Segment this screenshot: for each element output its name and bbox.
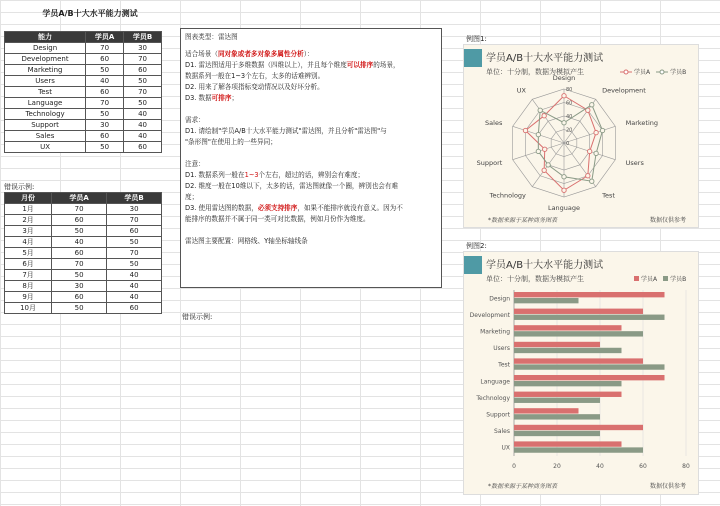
bar-chart-subtitle: 单位：十分制，数据为模拟产生 [486, 275, 584, 283]
bar [514, 331, 643, 336]
bar-tick-label: 0 [512, 463, 516, 470]
scene-item-1: D1. 雷达图适用于多维数据（四维以上），并且每个维度可以排序的场景， [185, 61, 400, 69]
bar-category-label: Technology [476, 394, 510, 402]
table-header-cell[interactable]: 学员B [107, 193, 162, 204]
radar-tick-label: 40 [566, 114, 573, 120]
table-row [5, 248, 162, 259]
radar-category-label: Test [602, 191, 615, 200]
table-cell[interactable]: 50 [124, 76, 162, 87]
radar-chart-title: 学员A/B十大水平能力测试 [486, 53, 604, 64]
table-cell[interactable]: 50 [107, 237, 162, 248]
scene-item-2: D2. 用来了解各项指标变动情况以及好坏分析。 [185, 83, 324, 91]
table-cell[interactable]: 70 [107, 248, 162, 259]
chart-type-line: 图表类型：雷达图 [185, 33, 238, 41]
bar [514, 348, 622, 353]
config-line: 雷达图主要配置：网格线、Y轴坐标轴线条 [185, 237, 308, 245]
bar-tick-label: 60 [639, 463, 647, 470]
table-cell[interactable]: Users [5, 76, 86, 87]
bar [514, 325, 622, 330]
table-cell[interactable]: 3月 [5, 226, 52, 237]
radar-point [546, 163, 550, 167]
table-cell[interactable]: 50 [86, 142, 124, 153]
bar-category-label: Test [498, 361, 510, 369]
radar-point [562, 188, 566, 192]
radar-chart-subtitle: 单位：十分制，数据为模拟产生 [486, 68, 584, 76]
radar-point [590, 179, 594, 183]
table-cell[interactable]: 7月 [5, 270, 52, 281]
table-cell[interactable]: 50 [86, 65, 124, 76]
table-cell[interactable]: Support [5, 120, 86, 131]
error-example-label: 错误示例: [4, 183, 35, 191]
table-header-cell[interactable]: 月份 [5, 193, 52, 204]
bar [514, 431, 600, 436]
example1-label: 例图1: [466, 35, 487, 43]
table-cell[interactable]: 60 [107, 303, 162, 314]
radar-category-label: Support [476, 159, 503, 168]
bar [514, 425, 643, 430]
table-cell[interactable]: 70 [52, 259, 107, 270]
bar-category-label: Language [480, 378, 510, 386]
radar-category-label: Sales [485, 118, 503, 127]
table-cell[interactable]: 60 [86, 131, 124, 142]
table-row [5, 292, 162, 303]
scene-line: 适合场景（同对象或者多对象多属性分析）： [185, 50, 314, 58]
table-cell[interactable]: 70 [124, 87, 162, 98]
table-cell[interactable]: 50 [107, 259, 162, 270]
table-header-cell[interactable]: 学员B [124, 32, 162, 43]
table-row [5, 131, 162, 142]
radar-point [586, 174, 590, 178]
table-cell[interactable]: 60 [124, 142, 162, 153]
radar-tick-label: 20 [566, 127, 573, 134]
table-cell[interactable]: 70 [124, 54, 162, 65]
bar-tick-label: 20 [553, 463, 561, 470]
table-cell[interactable]: 60 [86, 54, 124, 65]
notes-textbox[interactable] [180, 28, 442, 288]
bar-category-label: Support [486, 411, 510, 419]
bar [514, 398, 600, 403]
table-cell[interactable]: 60 [52, 292, 107, 303]
radar-point [542, 168, 546, 172]
radar-point [600, 128, 604, 132]
radar-point [543, 147, 547, 151]
bar [514, 298, 579, 303]
table-cell[interactable]: 60 [124, 65, 162, 76]
radar-category-label: Design [552, 75, 576, 83]
table-cell[interactable]: Development [5, 54, 86, 65]
table-cell[interactable]: 50 [52, 226, 107, 237]
bar-chart-panel[interactable] [463, 251, 699, 495]
radar-point [562, 94, 566, 98]
radar-point [562, 175, 566, 179]
wrong-example-label: 错误示例: [182, 313, 213, 321]
radar-point [542, 113, 546, 117]
month-table [4, 192, 162, 314]
table-row [5, 270, 162, 281]
radar-source-note: *数据来源于某种商务图表 [488, 217, 558, 224]
table-cell[interactable]: 40 [124, 120, 162, 131]
radar-point [536, 132, 540, 136]
table-cell[interactable]: 50 [52, 270, 107, 281]
radar-disclaimer: 数据仅供参考 [650, 217, 687, 224]
table-cell[interactable]: 1月 [5, 204, 52, 215]
scene-item-3: D3. 数据可排序； [185, 94, 239, 102]
bar [514, 309, 643, 314]
bar-category-label: UX [501, 444, 510, 452]
caution-item-3-cont: 能排序的数据并不属于同一类可对比数据，例如月份作为维度。 [185, 215, 370, 223]
table-cell[interactable]: Technology [5, 109, 86, 120]
table-cell[interactable]: Test [5, 87, 86, 98]
table-row [5, 303, 162, 314]
radar-chart-panel[interactable] [463, 44, 699, 228]
table-cell[interactable]: 60 [52, 215, 107, 226]
table-cell[interactable]: Language [5, 98, 86, 109]
requirement-item-1: D1. 请绘制"学员A/B十大水平能力测试"雷达图，并且分析"雷达图"与 [185, 127, 387, 135]
table-header-cell[interactable]: 学员A [86, 32, 124, 43]
caution-heading: 注意： [185, 160, 205, 168]
bar-category-label: Marketing [480, 328, 510, 336]
radar-category-label: Language [547, 203, 581, 212]
bar [514, 292, 665, 297]
table-cell[interactable]: 70 [86, 43, 124, 54]
bar-legend [634, 274, 686, 283]
bar [514, 392, 622, 397]
radar-tick-label: 60 [566, 100, 573, 107]
bar-disclaimer: 数据仅供参考 [650, 483, 687, 490]
bar [514, 358, 643, 363]
bar-category-label: Users [493, 345, 510, 353]
table-cell[interactable]: 70 [52, 204, 107, 215]
table-cell[interactable]: 6月 [5, 259, 52, 270]
bar-category-label: Sales [494, 428, 510, 436]
table-cell[interactable]: 70 [86, 98, 124, 109]
table-cell[interactable]: 30 [86, 120, 124, 131]
table-cell[interactable]: 40 [52, 237, 107, 248]
table-cell[interactable]: Design [5, 43, 86, 54]
bar-tick-label: 80 [682, 463, 690, 470]
bar-category-label: Development [469, 311, 510, 319]
table-row [5, 76, 162, 87]
table-row [5, 237, 162, 248]
table-header-cell[interactable]: 能力 [5, 32, 86, 43]
radar-point [562, 121, 566, 125]
table-row [5, 54, 162, 65]
scene-item-1-cont: 数据系列一般在1~3个左右，太多的话难辨别。 [185, 72, 325, 80]
table-cell[interactable]: 30 [52, 281, 107, 292]
table-cell[interactable]: 40 [124, 109, 162, 120]
table-cell[interactable]: 10月 [5, 303, 52, 314]
radar-point [523, 128, 527, 132]
legend-item-a: 学员A [634, 274, 657, 283]
table-cell[interactable]: 30 [107, 204, 162, 215]
chart-accent-block [464, 49, 482, 67]
bar [514, 441, 622, 446]
chart-accent-block [464, 256, 482, 274]
radar-category-label: Users [625, 159, 644, 168]
table-row [5, 215, 162, 226]
table-row [5, 259, 162, 270]
table-row [5, 98, 162, 109]
bar [514, 381, 622, 386]
table-cell[interactable]: 50 [124, 98, 162, 109]
radar-category-label: Marketing [625, 118, 659, 127]
radar-category-label: Development [602, 86, 646, 95]
table-cell[interactable]: 60 [52, 248, 107, 259]
caution-item-1: D1. 数据系列一般在1~3个左右，超过的话，辨别会有难度； [185, 171, 365, 179]
bar [514, 342, 600, 347]
bar-chart [464, 288, 700, 478]
table-row [5, 120, 162, 131]
table-row [5, 226, 162, 237]
radar-point [538, 108, 542, 112]
legend-item-b: 学员B [656, 67, 686, 76]
table-cell[interactable]: 9月 [5, 292, 52, 303]
table-cell[interactable]: Marketing [5, 65, 86, 76]
table-cell[interactable]: 30 [124, 43, 162, 54]
bar-tick-label: 40 [596, 463, 604, 470]
table-row [5, 65, 162, 76]
table-cell[interactable]: 40 [124, 131, 162, 142]
radar-point [594, 151, 598, 155]
bar-chart-title: 学员A/B十大水平能力测试 [486, 260, 604, 271]
legend-item-a: 学员A [620, 67, 650, 76]
table-cell[interactable]: 8月 [5, 281, 52, 292]
sheet-title: 学员A/B十大水平能力测试 [42, 9, 138, 18]
table-header-cell[interactable]: 学员A [52, 193, 107, 204]
bar [514, 364, 665, 369]
bar [514, 447, 643, 452]
radar-tick-label: 80 [566, 87, 573, 93]
table-row [5, 43, 162, 54]
bar [514, 414, 600, 419]
radar-category-label: Technology [489, 191, 526, 200]
table-row [5, 109, 162, 120]
radar-point [594, 130, 598, 134]
table-row [5, 204, 162, 215]
table-cell[interactable]: 60 [107, 226, 162, 237]
table-cell[interactable]: 60 [86, 87, 124, 98]
table-cell[interactable]: 40 [86, 76, 124, 87]
radar-tick-label: 0 [566, 141, 570, 147]
table-cell[interactable]: UX [5, 142, 86, 153]
bar [514, 315, 665, 320]
bar-source-note: *数据来源于某种商务图表 [488, 483, 558, 490]
table-cell[interactable]: 40 [107, 292, 162, 303]
radar-point [590, 103, 594, 107]
table-cell[interactable]: 50 [86, 109, 124, 120]
ability-table [4, 31, 162, 153]
radar-chart [464, 75, 700, 225]
table-cell[interactable]: Sales [5, 131, 86, 142]
requirement-heading: 需求： [185, 116, 205, 124]
bar [514, 408, 579, 413]
table-cell[interactable]: 5月 [5, 248, 52, 259]
table-cell[interactable]: 2月 [5, 215, 52, 226]
legend-item-b: 学员B [663, 274, 686, 283]
radar-category-label: UX [516, 86, 526, 95]
table-row [5, 87, 162, 98]
requirement-item-1-cont: "条形图"在使用上的一些异同； [185, 138, 277, 146]
table-cell[interactable]: 70 [107, 215, 162, 226]
table-cell[interactable]: 4月 [5, 237, 52, 248]
table-row [5, 142, 162, 153]
radar-point [536, 149, 540, 153]
radar-point [587, 149, 591, 153]
caution-item-2-cont: 度； [185, 193, 199, 201]
table-cell[interactable]: 40 [107, 281, 162, 292]
caution-item-3: D3. 使用雷达图的数据，必须支持排序，如果不能排序就没有意义。因为不 [185, 204, 403, 212]
table-row [5, 281, 162, 292]
caution-item-2: D2. 维度一般在10维以下，太多的话，雷达图就像一个圈，辨别也会有难 [185, 182, 399, 190]
table-cell[interactable]: 50 [52, 303, 107, 314]
example2-label: 例图2: [466, 242, 487, 250]
bar-category-label: Design [489, 295, 510, 303]
bar [514, 375, 665, 380]
table-cell[interactable]: 40 [107, 270, 162, 281]
